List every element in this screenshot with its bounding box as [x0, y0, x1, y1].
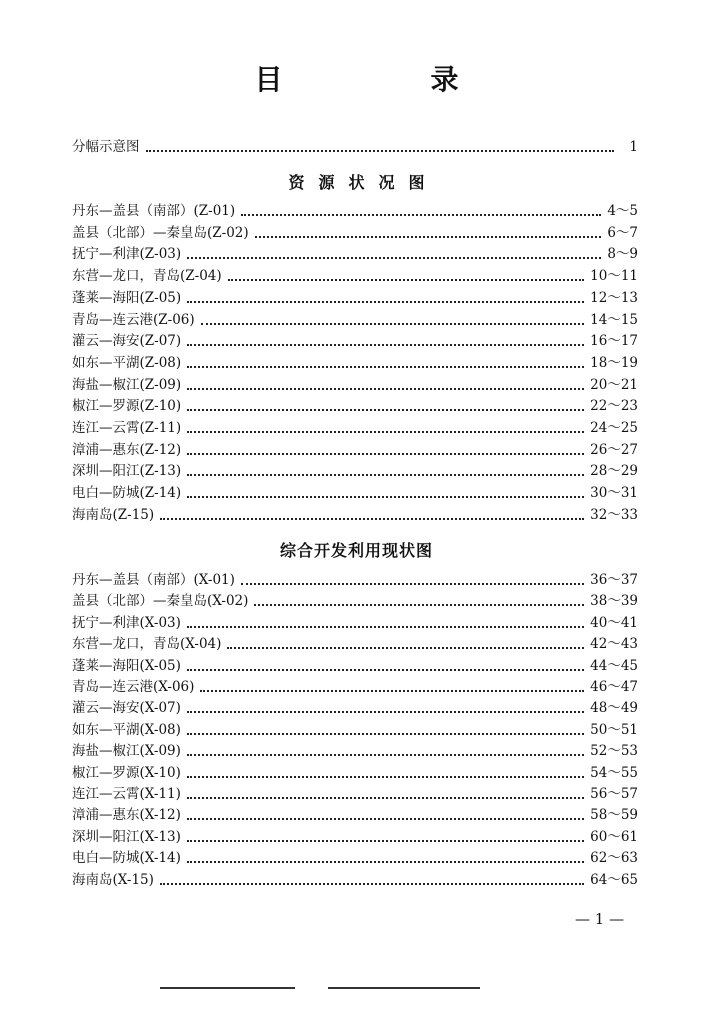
toc-entry[interactable] [72, 591, 638, 611]
divider [328, 987, 480, 989]
dot-leader [146, 150, 615, 152]
section-heading-resources: 资源状况图 [288, 173, 439, 192]
toc-entry-pages: 60～61 [590, 828, 638, 845]
dot-leader [227, 647, 584, 649]
toc-entry-pages: 8～9 [607, 246, 638, 263]
toc-entry-pages: 46～47 [590, 679, 638, 695]
dot-leader [187, 711, 584, 713]
toc-entry[interactable] [72, 440, 638, 460]
dot-leader [187, 669, 584, 671]
dot-leader [187, 733, 584, 735]
toc-entry-label: 海南岛(X-15) [72, 871, 154, 888]
toc-entry[interactable] [72, 483, 638, 503]
toc-entry[interactable] [72, 613, 638, 633]
toc-entry-label: 海盐—椒江(X-09) [72, 743, 181, 760]
toc-entry-label: 丹东—盖县（南部）(X-01) [72, 572, 235, 588]
toc-entry-label: 漳浦—惠东(Z-12) [72, 441, 182, 458]
toc-entry-label: 椒江—罗源(Z-10) [72, 398, 182, 415]
toc-entry[interactable] [72, 848, 638, 868]
toc-entry-pages: 42～43 [590, 636, 638, 653]
toc-entry-label: 连江—云霄(X-11) [72, 786, 181, 802]
toc-entry-pages: 32～33 [590, 506, 638, 523]
toc-entry-pages: 12～13 [590, 289, 638, 306]
toc-entry-overview[interactable] [72, 137, 638, 157]
toc-entry-pages: 48～49 [590, 700, 638, 717]
toc-entry[interactable] [72, 461, 638, 481]
page-number: — 1 — [575, 910, 625, 928]
toc-entry[interactable] [72, 634, 638, 654]
toc-entry-label: 东营—龙口，青岛(Z-04) [72, 268, 222, 285]
dot-leader [255, 236, 602, 238]
toc-entry-pages: 54～55 [590, 764, 638, 781]
toc-entry-pages: 64～65 [590, 871, 638, 888]
toc-entry-pages: 20～21 [590, 376, 638, 393]
dot-leader [187, 496, 584, 498]
toc-entry-label: 深圳—阳江(X-13) [72, 828, 181, 845]
toc-entry[interactable] [72, 396, 638, 416]
toc-entry[interactable] [72, 763, 638, 783]
page-title: 目 录 [254, 63, 519, 96]
dot-leader [201, 323, 584, 325]
toc-entry[interactable] [72, 244, 638, 264]
toc-entry-label: 丹东—盖县（南部）(Z-01) [72, 203, 236, 219]
toc-entry[interactable] [72, 720, 638, 740]
dot-leader [241, 583, 584, 585]
toc-entry[interactable] [72, 266, 638, 286]
toc-entry[interactable] [72, 375, 638, 395]
toc-entry[interactable] [72, 288, 638, 308]
dot-leader [187, 797, 584, 799]
toc-entry-pages: 44～45 [590, 657, 638, 674]
toc-entry-label: 蓬莱—海阳(Z-05) [72, 289, 182, 306]
dot-leader [187, 301, 584, 303]
toc-entry-label: 青岛—连云港(X-06) [72, 679, 195, 695]
dot-leader [187, 626, 584, 628]
toc-entry[interactable] [72, 505, 638, 525]
toc-entry-pages: 24～25 [590, 420, 638, 436]
dot-leader [187, 818, 584, 820]
toc-entry-pages: 4～5 [607, 203, 638, 219]
toc-entry-pages: 56～57 [590, 786, 638, 802]
section-heading-utilization: 综合开发利用现状图 [279, 541, 433, 560]
toc-entry-label: 分幅示意图 [72, 139, 140, 155]
toc-entry-label: 抚宁—利津(X-03) [72, 614, 181, 631]
dot-leader [187, 366, 584, 368]
toc-entry[interactable] [72, 201, 638, 221]
toc-entry[interactable] [72, 741, 638, 761]
dot-leader [160, 518, 584, 520]
dot-leader [187, 431, 584, 433]
dot-leader [187, 776, 584, 778]
toc-entry-pages: 38～39 [590, 593, 638, 610]
dot-leader [187, 257, 601, 259]
toc-entry-label: 海盐—椒江(Z-09) [72, 376, 182, 393]
dot-leader [187, 861, 584, 863]
toc-entry-label: 电白—防城(Z-14) [72, 485, 182, 502]
divider [160, 987, 295, 989]
dot-leader [187, 474, 584, 476]
toc-entry[interactable] [72, 827, 638, 847]
toc-entry[interactable] [72, 310, 638, 330]
dot-leader [254, 604, 584, 606]
toc-entry-pages: 28～29 [590, 463, 638, 480]
toc-entry-label: 椒江—罗源(X-10) [72, 764, 181, 781]
dot-leader [160, 883, 584, 885]
toc-entry[interactable] [72, 570, 638, 590]
toc-entry-pages: 36～37 [590, 572, 638, 588]
toc-entry-label: 漳浦—惠东(X-12) [72, 807, 181, 824]
toc-entry-label: 连江—云霄(Z-11) [72, 420, 182, 436]
dot-leader [200, 690, 584, 692]
toc-entry-label: 电白—防城(X-14) [72, 850, 181, 867]
dot-leader [187, 840, 584, 842]
toc-entry-pages: 62～63 [590, 850, 638, 867]
toc-entry[interactable] [72, 677, 638, 697]
toc-entry[interactable] [72, 870, 638, 890]
toc-entry-label: 如东—平湖(X-08) [72, 721, 181, 738]
toc-entry[interactable] [72, 656, 638, 676]
toc-entry-pages: 1 [629, 139, 638, 155]
toc-entry-label: 灌云—海安(X-07) [72, 700, 181, 717]
dot-leader [187, 409, 584, 411]
toc-entry[interactable] [72, 331, 638, 351]
toc-entry-pages: 6～7 [607, 224, 638, 241]
toc-entry-pages: 14～15 [590, 311, 638, 328]
toc-entry[interactable] [72, 223, 638, 243]
toc-entry-pages: 50～51 [590, 721, 638, 738]
toc-entry-label: 盖县（北部）—秦皇岛(X-02) [72, 593, 249, 610]
toc-entry-label: 深圳—阳江(Z-13) [72, 463, 182, 480]
toc-entry-pages: 16～17 [590, 333, 638, 350]
toc-entry-pages: 52～53 [590, 743, 638, 760]
toc-entry-pages: 58～59 [590, 807, 638, 824]
dot-leader [187, 344, 584, 346]
toc-entry-label: 青岛—连云港(Z-06) [72, 311, 195, 328]
toc-entry-pages: 10～11 [590, 268, 638, 285]
toc-entry-pages: 40～41 [590, 614, 638, 631]
toc-entry-pages: 26～27 [590, 441, 638, 458]
toc-entry-label: 海南岛(Z-15) [72, 506, 155, 523]
toc-entry-label: 东营—龙口，青岛(X-04) [72, 636, 222, 653]
dot-leader [187, 754, 584, 756]
toc-entry-pages: 30～31 [590, 485, 638, 502]
toc-entry[interactable] [72, 698, 638, 718]
toc-entry-label: 蓬莱—海阳(X-05) [72, 657, 181, 674]
dot-leader [228, 279, 584, 281]
toc-entry[interactable] [72, 805, 638, 825]
toc-entry-pages: 18～19 [590, 354, 638, 371]
toc-entry[interactable] [72, 784, 638, 804]
toc-entry-label: 抚宁—利津(Z-03) [72, 246, 182, 263]
toc-entry[interactable] [72, 418, 638, 438]
toc-entry[interactable] [72, 353, 638, 373]
toc-entry-label: 盖县（北部）—秦皇岛(Z-02) [72, 224, 249, 241]
toc-entry-label: 如东—平湖(Z-08) [72, 354, 182, 371]
dot-leader [187, 388, 584, 390]
toc-entry-label: 灌云—海安(Z-07) [72, 333, 182, 350]
toc-entry-pages: 22～23 [590, 398, 638, 415]
dot-leader [241, 214, 601, 216]
dot-leader [187, 453, 584, 455]
